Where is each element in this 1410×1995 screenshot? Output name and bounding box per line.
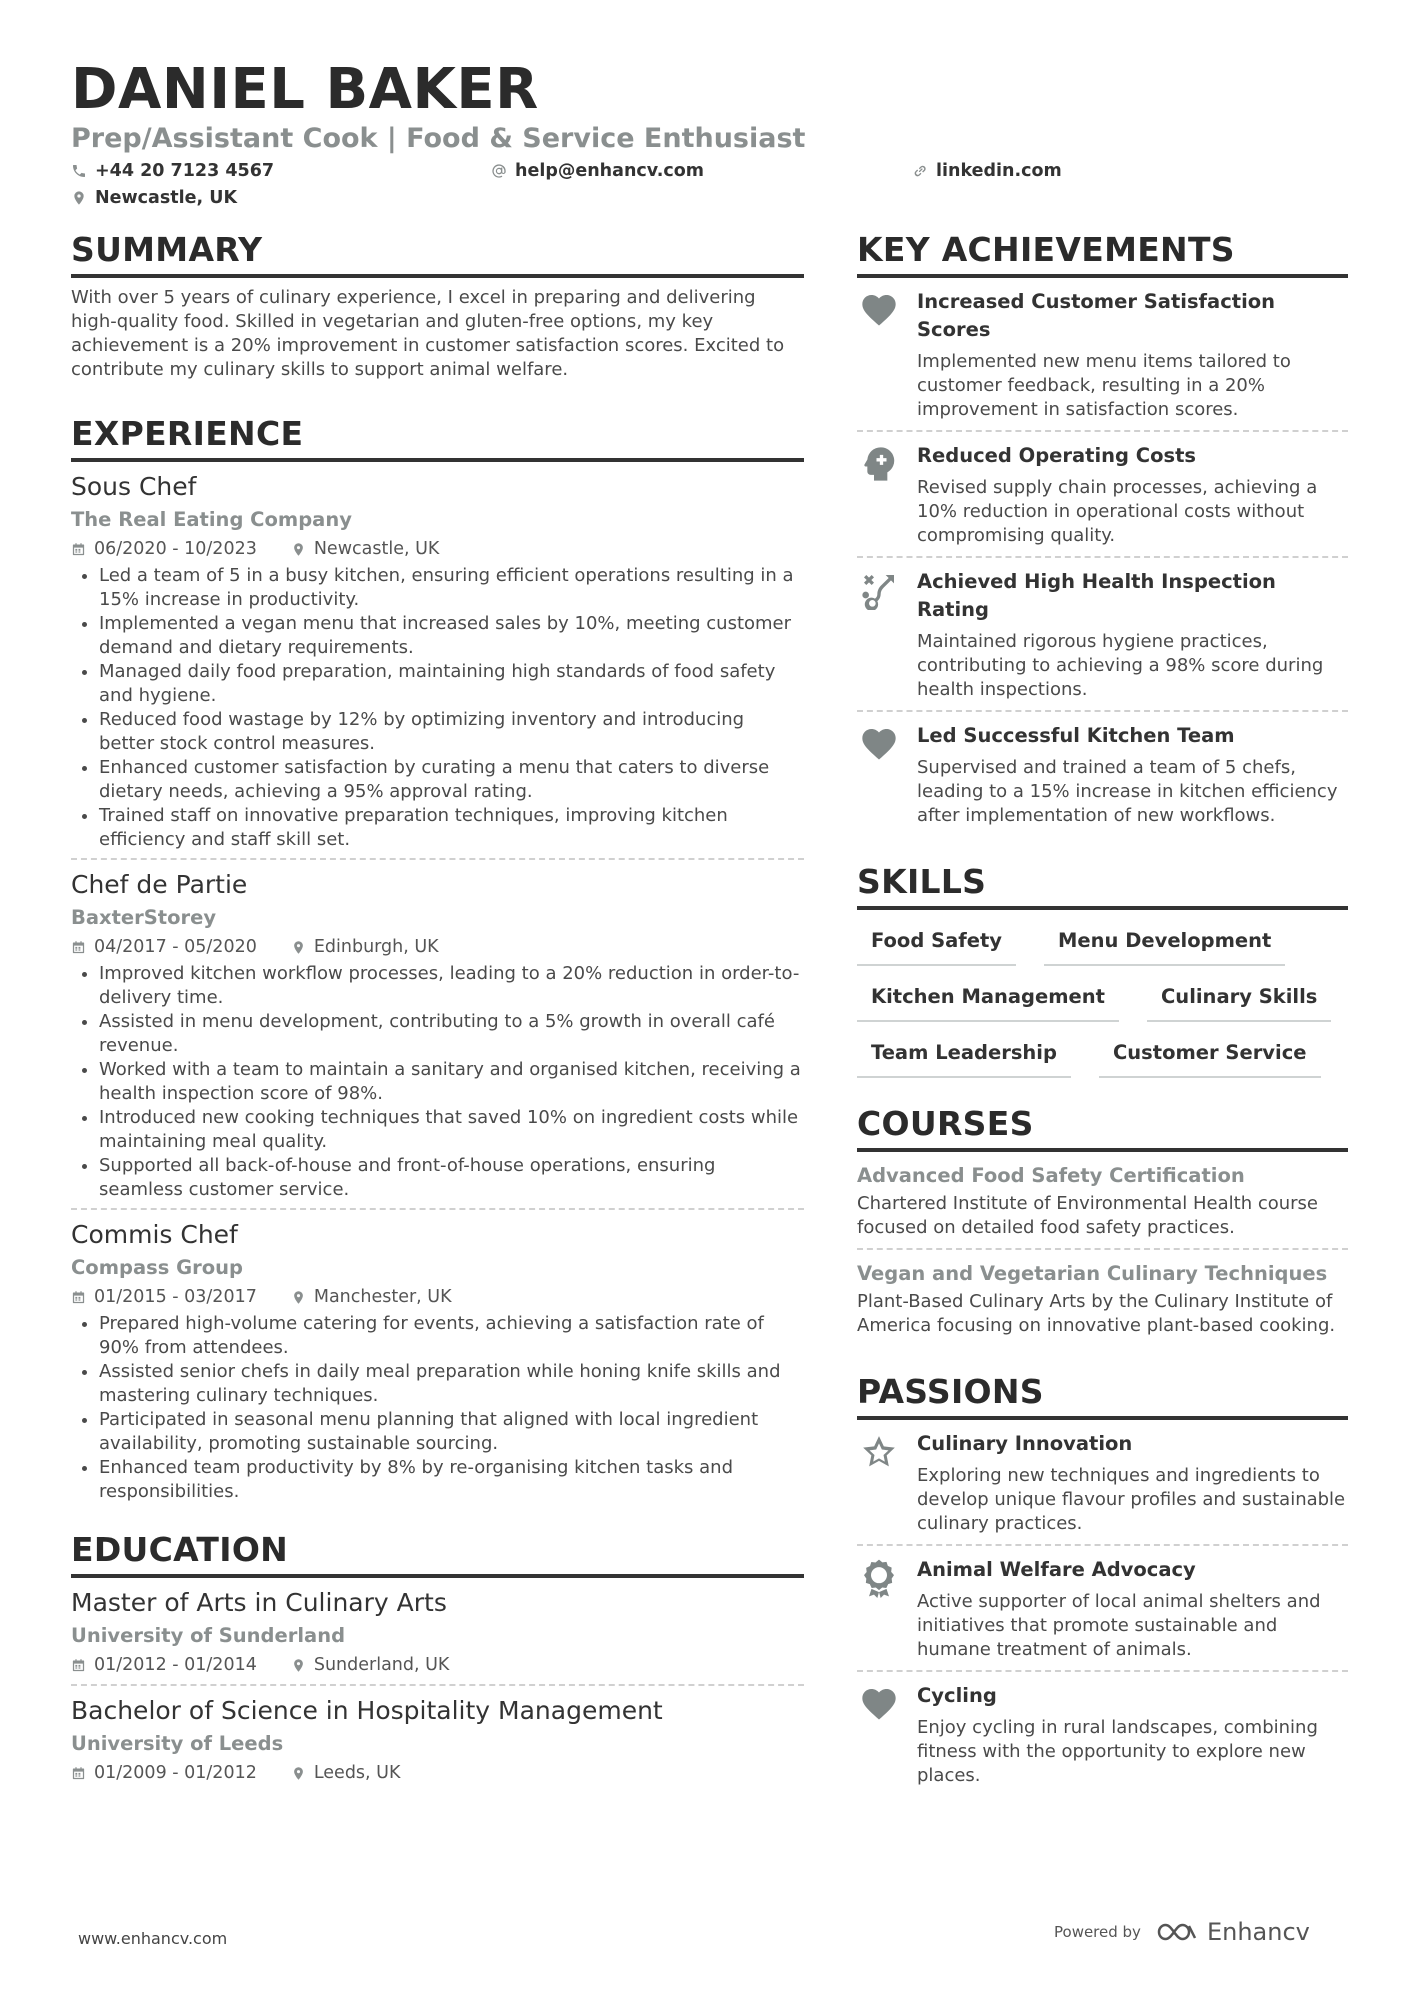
achievement-title: Increased Customer Satisfaction Scores bbox=[917, 290, 1276, 341]
achievement-desc: Supervised and trained a team of 5 chefs, leading to a 15% increase in kitchen efficiency after implementation of new workflows. bbox=[917, 757, 1338, 826]
experience-title: EXPERIENCE bbox=[71, 412, 804, 462]
summary-section bbox=[71, 228, 804, 382]
course-title: Advanced Food Safety Certification bbox=[857, 1164, 1245, 1187]
entry-divider bbox=[71, 858, 804, 860]
achievement-desc: Maintained rigorous hygiene practices, contributing to achieving a 98% score during health inspections. bbox=[917, 631, 1324, 700]
job-bullet: • Enhanced customer satisfaction by curating a menu that caters to diverse dietary needs, achieving a 95% approval rating. bbox=[99, 756, 804, 804]
job-entry bbox=[71, 868, 804, 1210]
location-pin-icon bbox=[291, 1290, 306, 1305]
powered-by-text: Powered by bbox=[1054, 1923, 1141, 1941]
contact-location bbox=[71, 186, 237, 210]
passions-section bbox=[857, 1370, 1348, 1796]
education-school: University of Leeds bbox=[71, 1732, 284, 1755]
passion-title: Cycling bbox=[917, 1684, 997, 1707]
achievement-desc: Revised supply chain processes, achieving a 10% reduction in operational costs without compromising quality. bbox=[917, 477, 1318, 546]
calendar-icon bbox=[71, 1658, 86, 1673]
item-divider bbox=[857, 1248, 1348, 1250]
link-icon bbox=[912, 163, 928, 179]
job-role: Commis Chef bbox=[71, 1220, 238, 1249]
education-location: Sunderland, UK bbox=[313, 1655, 450, 1675]
job-bullet: • Assisted in menu development, contributing to a 5% growth in overall café revenue. bbox=[99, 1010, 804, 1058]
candidate-name: DANIEL BAKER bbox=[71, 57, 539, 122]
achievement-title: Achieved High Health Inspection Rating bbox=[917, 570, 1276, 621]
education-location: Leeds, UK bbox=[313, 1763, 401, 1783]
skill-tag: Team Leadership bbox=[857, 1034, 1071, 1078]
job-role: Sous Chef bbox=[71, 472, 197, 501]
passion-desc: Enjoy cycling in rural landscapes, combining fitness with the opportunity to explore new places. bbox=[917, 1717, 1318, 1786]
email-text[interactable]: help@enhancv.com bbox=[515, 161, 705, 181]
job-dates: 06/2020 - 10/2023 bbox=[94, 539, 257, 559]
calendar-icon bbox=[71, 542, 86, 557]
education-title: EDUCATION bbox=[71, 1528, 804, 1578]
achievements-title: KEY ACHIEVEMENTS bbox=[857, 228, 1348, 278]
phone-text: +44 20 7123 4567 bbox=[95, 161, 275, 181]
passion-title: Animal Welfare Advocacy bbox=[917, 1558, 1196, 1581]
job-bullets bbox=[71, 962, 804, 1202]
location-pin-icon bbox=[291, 940, 306, 955]
education-dates: 01/2012 - 01/2014 bbox=[94, 1655, 257, 1675]
enhancv-logo-icon bbox=[1155, 1920, 1199, 1944]
job-dates: 04/2017 - 05/2020 bbox=[94, 937, 257, 957]
footer-branding bbox=[1054, 1918, 1310, 1946]
education-dates: 01/2009 - 01/2012 bbox=[94, 1763, 257, 1783]
skill-tag: Culinary Skills bbox=[1147, 978, 1331, 1022]
education-entry bbox=[71, 1586, 804, 1686]
course-desc: Plant-Based Culinary Arts by the Culinary Institute of America focusing on innovative plant-based cooking. bbox=[857, 1291, 1336, 1336]
job-company: The Real Eating Company bbox=[71, 508, 352, 531]
education-meta bbox=[71, 1652, 804, 1678]
course-desc: Chartered Institute of Environmental Health course focused on detailed food safety practices. bbox=[857, 1193, 1318, 1238]
course-title: Vegan and Vegetarian Culinary Techniques bbox=[857, 1262, 1328, 1285]
education-degree: Master of Arts in Culinary Arts bbox=[71, 1588, 447, 1617]
calendar-icon bbox=[71, 1290, 86, 1305]
skills-title: SKILLS bbox=[857, 860, 1348, 910]
job-bullet: • Participated in seasonal menu planning that aligned with local ingredient availability, promoting sustainable sourcing. bbox=[99, 1408, 804, 1456]
job-company: Compass Group bbox=[71, 1256, 244, 1279]
footer-website[interactable]: www.enhancv.com bbox=[78, 1929, 228, 1948]
job-bullet: • Worked with a team to maintain a sanitary and organised kitchen, receiving a health inspection score of 98%. bbox=[99, 1058, 804, 1106]
location-pin-icon bbox=[291, 1658, 306, 1673]
job-location: Edinburgh, UK bbox=[313, 937, 439, 957]
skill-tag: Menu Development bbox=[1044, 922, 1285, 966]
education-entry bbox=[71, 1694, 804, 1786]
award-icon bbox=[859, 1558, 899, 1598]
right-column bbox=[857, 228, 1348, 1820]
experience-section bbox=[71, 412, 804, 1504]
job-role: Chef de Partie bbox=[71, 870, 248, 899]
heart-icon bbox=[859, 290, 899, 330]
summary-text: With over 5 years of culinary experience, I excel in preparing and delivering high-quality food. Skilled in vegetarian and gluten-free options, my key achievement is a 20% improvement in customer satisfaction scores. Excited to contribute my culinary skills to support animal welfare. bbox=[71, 287, 785, 380]
brand-name: Enhancv bbox=[1206, 1918, 1310, 1946]
phone-icon bbox=[71, 163, 87, 179]
passion-item bbox=[857, 1672, 1348, 1796]
passion-item bbox=[857, 1546, 1348, 1670]
passion-title: Culinary Innovation bbox=[917, 1432, 1133, 1455]
contact-email[interactable] bbox=[491, 159, 704, 183]
job-location: Newcastle, UK bbox=[313, 539, 440, 559]
calendar-icon bbox=[71, 940, 86, 955]
contact-linkedin[interactable] bbox=[912, 159, 1062, 183]
passion-desc: Active supporter of local animal shelters and initiatives that promote sustainable and humane treatment of animals. bbox=[917, 1591, 1321, 1660]
entry-divider bbox=[71, 1208, 804, 1210]
job-bullet: • Assisted senior chefs in daily meal preparation while honing knife skills and mastering culinary techniques. bbox=[99, 1360, 804, 1408]
skills-list bbox=[857, 922, 1348, 1078]
job-bullet: • Managed daily food preparation, maintaining high standards of food safety and hygiene. bbox=[99, 660, 804, 708]
job-bullet: • Improved kitchen workflow processes, leading to a 20% reduction in order-to-delivery time. bbox=[99, 962, 804, 1010]
left-column bbox=[71, 228, 804, 1810]
skills-section bbox=[857, 860, 1348, 1078]
job-bullet: • Led a team of 5 in a busy kitchen, ensuring efficient operations resulting in a 15% increase in productivity. bbox=[99, 564, 804, 612]
summary-title: SUMMARY bbox=[71, 228, 804, 278]
courses-section bbox=[857, 1102, 1348, 1346]
job-company: BaxterStorey bbox=[71, 906, 217, 929]
job-bullet: • Enhanced team productivity by 8% by re-organising kitchen tasks and responsibilities. bbox=[99, 1456, 804, 1504]
at-icon bbox=[491, 163, 507, 179]
education-degree: Bachelor of Science in Hospitality Management bbox=[71, 1696, 663, 1725]
job-bullets bbox=[71, 564, 804, 852]
linkedin-text[interactable]: linkedin.com bbox=[936, 161, 1062, 181]
job-dates: 01/2015 - 03/2017 bbox=[94, 1287, 257, 1307]
achievement-title: Reduced Operating Costs bbox=[917, 444, 1197, 467]
job-bullets bbox=[71, 1312, 804, 1504]
location-pin-icon bbox=[291, 1766, 306, 1781]
skill-tag: Customer Service bbox=[1099, 1034, 1321, 1078]
job-bullet: • Implemented a vegan menu that increased sales by 10%, meeting customer demand and dietary requirements. bbox=[99, 612, 804, 660]
calendar-icon bbox=[71, 1766, 86, 1781]
brand-logo[interactable] bbox=[1155, 1918, 1310, 1946]
job-bullet: • Reduced food wastage by 12% by optimizing inventory and introducing better stock control measures. bbox=[99, 708, 804, 756]
skill-tag: Kitchen Management bbox=[857, 978, 1119, 1022]
job-bullet: • Trained staff on innovative preparation techniques, improving kitchen efficiency and staff skill set. bbox=[99, 804, 804, 852]
location-pin-icon bbox=[71, 190, 87, 206]
job-meta bbox=[71, 536, 804, 562]
strategy-icon bbox=[859, 570, 899, 610]
job-entry bbox=[71, 470, 804, 860]
achievement-title: Led Successful Kitchen Team bbox=[917, 724, 1235, 747]
achievement-item bbox=[857, 278, 1348, 430]
achievements-section bbox=[857, 228, 1348, 836]
achievement-desc: Implemented new menu items tailored to customer feedback, resulting in a 20% improvement in satisfaction scores. bbox=[917, 351, 1291, 420]
passion-desc: Exploring new techniques and ingredients to develop unique flavour profiles and sustainable culinary practices. bbox=[917, 1465, 1346, 1534]
job-meta bbox=[71, 934, 804, 960]
achievement-item bbox=[857, 432, 1348, 556]
job-bullet: • Prepared high-volume catering for events, achieving a satisfaction rate of 90% from attendees. bbox=[99, 1312, 804, 1360]
heart-icon bbox=[859, 1684, 899, 1724]
passion-item bbox=[857, 1420, 1348, 1544]
contact-phone bbox=[71, 159, 274, 183]
heart-icon bbox=[859, 724, 899, 764]
star-icon bbox=[859, 1432, 899, 1472]
education-meta bbox=[71, 1760, 804, 1786]
location-text: Newcastle, UK bbox=[95, 188, 238, 208]
headline: Prep/Assistant Cook | Food & Service Enthusiast bbox=[71, 123, 806, 154]
job-location: Manchester, UK bbox=[313, 1287, 452, 1307]
job-meta bbox=[71, 1284, 804, 1310]
head-brain-icon bbox=[859, 444, 899, 484]
job-entry bbox=[71, 1218, 804, 1504]
passions-title: PASSIONS bbox=[857, 1370, 1348, 1420]
job-bullet: • Supported all back-of-house and front-of-house operations, ensuring seamless customer service. bbox=[99, 1154, 804, 1202]
skill-tag: Food Safety bbox=[857, 922, 1016, 966]
achievement-item bbox=[857, 712, 1348, 836]
achievement-item bbox=[857, 558, 1348, 710]
location-pin-icon bbox=[291, 542, 306, 557]
courses-title: COURSES bbox=[857, 1102, 1348, 1152]
entry-divider bbox=[71, 1684, 804, 1686]
job-bullet: • Introduced new cooking techniques that saved 10% on ingredient costs while maintaining meal quality. bbox=[99, 1106, 804, 1154]
education-section bbox=[71, 1528, 804, 1786]
education-school: University of Sunderland bbox=[71, 1624, 346, 1647]
